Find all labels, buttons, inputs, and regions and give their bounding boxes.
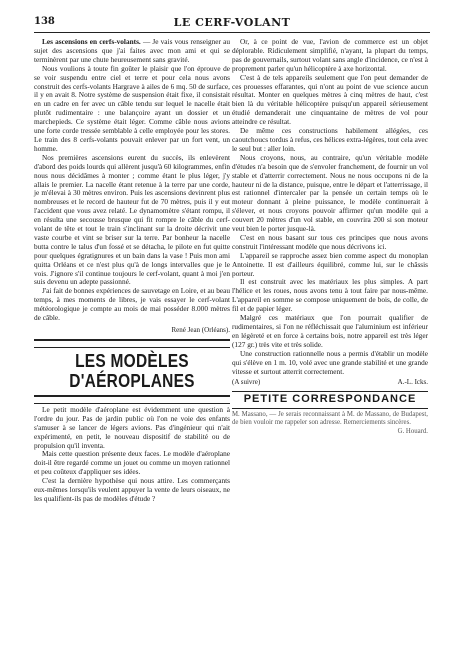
paragraph: Nous croyons, nous, au contraire, qu'un véritable modèle d'études n'a besoin que de s'envoler franchement, de fournir un vol stable et d'atterrir correctement. Nous ne nous occupons ni de la hauteur ni de la distance, puisque, entre le départ et l'atterrissage, il est rationnel d'intercaler par la pensée un certain temps où le moteur donnant à pleine puissance, le modèle continuerait à s'élever, et nous croyons pouvoir affirmer qu'un modèle qui a couvert 20 mètres d'un vol stable, en couvrira 200 si son moteur veut bien le porter jusque-là. xyxy=(232,152,428,234)
paragraph: De même ces constructions habilement allégées, ces caoutchoucs tordus à refus, ces hélices extra-légères, tout cela avec le seul but : aller loin. xyxy=(232,126,428,153)
paragraph: Or, à ce point de vue, l'avion de commerce est un objet déplorable. Ridiculement simplifié, n'ayant, la plupart du temps, pas de gouvernails, surtout volant sans angle d'incidence, ce n'est à proprement parler qu'un hélicoptère à axe horizontal. xyxy=(232,37,428,73)
correspondence-text: M. Massano, — Je serais reconnaissant à M. de Massano, de Budapest, de bien vouloir me rappeler son adresse. Remerciements sincères. xyxy=(232,411,428,427)
page-header xyxy=(34,16,430,33)
paragraph: C'est la dernière hypothèse qui nous attire. Les commerçants eux-mêmes lorsqu'ils veulent appuyer la vente de leurs oiseaux, ne les qualifient-ils pas de modèles d'étude ? xyxy=(34,476,230,503)
paragraph: Le petit modèle d'aéroplane est évidemment une question à l'ordre du jour. Pas de jardin public où l'on ne voie des enfants s'amuser à se lancer de légers avions. Pas d'ingénieur qui n'ait expérimenté, en petit, le nouveau dispositif de stabilité ou de propulsion qu'il inventa. xyxy=(34,404,230,450)
author-signature: A.-L. Icks. xyxy=(397,378,428,387)
to-follow-note: (A suivre) xyxy=(232,378,261,387)
paragraph: Une construction rationnelle nous a permis d'établir un modèle qui s'élève en 1 m. 10, volé avec une grande stabilité et une grande vitesse et surtout atterrit correctement. xyxy=(232,348,428,376)
paragraph: L'appareil se rapproche assez bien comme aspect du monoplan Antoinette. Il est d'ailleurs équilibré, comme lui, sur le châssis porteur. xyxy=(232,250,428,278)
paragraph: Il est construit avec les matériaux les plus simples. A part l'hélice et les roues, nous avons tenu à tout faire par nous-même. L'appareil en somme se compose uniquement de bois, de colle, de fil et de papier léger. xyxy=(232,277,428,314)
paragraph: Malgré ces matériaux que l'on pourrait qualifier de rudimentaires, si l'on ne réfléchissait que l'aluminium est inférieur en légèreté et en force à certains bois, notre appareil est très léger (127 gr.) très vite et très solide. xyxy=(232,313,428,349)
running-title: LE CERF-VOLANT xyxy=(173,16,291,29)
article-lead: Les ascensions en cerfs-volants. xyxy=(42,37,141,46)
paragraph-text: — Je vais vous renseigner au sujet des ascensions que j'ai faites avec mon ami et qui se terminèrent par une chute heureusement sans gravité. xyxy=(34,37,231,64)
divider xyxy=(232,408,428,409)
article-footer xyxy=(232,378,428,387)
ornamental-rule xyxy=(34,339,230,348)
paragraph: Nous voulions à toute fin goûter le plaisir que l'on éprouve de se voir suspendu entre ciel et terre et pour cela nous avons construit des cerfs-volants Hargrave à ailes de 6 mq. 50 de surface, il y en avait 8. Notre système de suspension était fixe, il consistait en un cadre en fer avec un câble tendu sur lequel le nacelle était plutôt rudimentaire : une balançoire ayant un dossier et un marchepieds. Ce système était léger. Comme câble nous avions une forte corde tressée semblable à celle employée pour les stores. Le train des 8 cerfs-volants pouvait enlever par un fort vent, un homme. xyxy=(34,63,230,153)
paragraph: J'ai fait de bonnes expériences de sauvetage en Loire, et au beau temps, à mes moments de libres, je vais essayer le cerf-volant météorologique je compte au mois de mai posséder 8.000 mètres de câble. xyxy=(34,286,230,323)
paragraph: Mais cette question présente deux faces. Le modèle d'aéroplane doit-il être regardé comme un jouet ou comme un moyen rationnel et peu coûteux d'appliquer ses idées. xyxy=(34,449,230,477)
left-column xyxy=(34,38,230,504)
correspondence-signature: G. Houard. xyxy=(397,427,428,435)
paragraph xyxy=(34,38,230,65)
paragraph: Nos premières ascensions eurent du succès, ils enlevèrent d'abord des poids lourds qui allèrent jusqu'à 60 kilogrammes, enfin nous nous décidâmes à monter ; comme étant le plus léger, j'y allais le premier. La nacelle étant retenue à la terre par une corde, je m'élevai à 30 mètres environ. Puis les ascensions devinrent plus nombreuses et le record de hauteur fut de 70 mètres, puis il y eut l'accident que vous avez relaté. Le dynamomètre s'étant rompu, il en résulta une secousse brusque qui fit rompre le câble du cerf-volant de tête et tout le train s'inclinant sur la droite décrivit une vaste courbe et vint se briser sur la terre. Par bonheur la nacelle butta contre le talus d'un fossé et se détacha, le pilote en fut quitte pour quelques égratignures et un bain dans la vase ! Puis mon ami quitta Orléans et ce n'est plus qu'à de longs intervalles que je le vois. J'ignore s'il continue toujours le cerf-volant, quant à moi j'en suis devenu un adepte passionné. xyxy=(34,152,230,287)
page-number: 138 xyxy=(34,16,55,27)
section-title: LES MODÈLES D'AÉROPLANES xyxy=(69,350,195,391)
divider xyxy=(232,391,428,392)
correspondence-title: PETITE CORRESPONDANCE xyxy=(243,393,417,406)
right-column xyxy=(232,38,428,437)
paragraph: C'est à de tels appareils seulement que l'on peut demander de ces prouesses effarantes, qui n'ont au point de vue science aucun résultat. Monter en quelques mètres à cinq mètres de haut, c'est bien là du véritable hélicoptère puisqu'un appareil sérieusement étudié demanderait une cinquantaine de mètres de vol pour atteindre ce résultat. xyxy=(232,72,428,127)
signature: René Jean (Orléans). xyxy=(171,326,230,334)
ornamental-rule xyxy=(34,395,230,404)
paragraph: C'est en nous basant sur tous ces principes que nous avons construit l'intéressant modèle que nous décrivons ici. xyxy=(232,232,428,251)
